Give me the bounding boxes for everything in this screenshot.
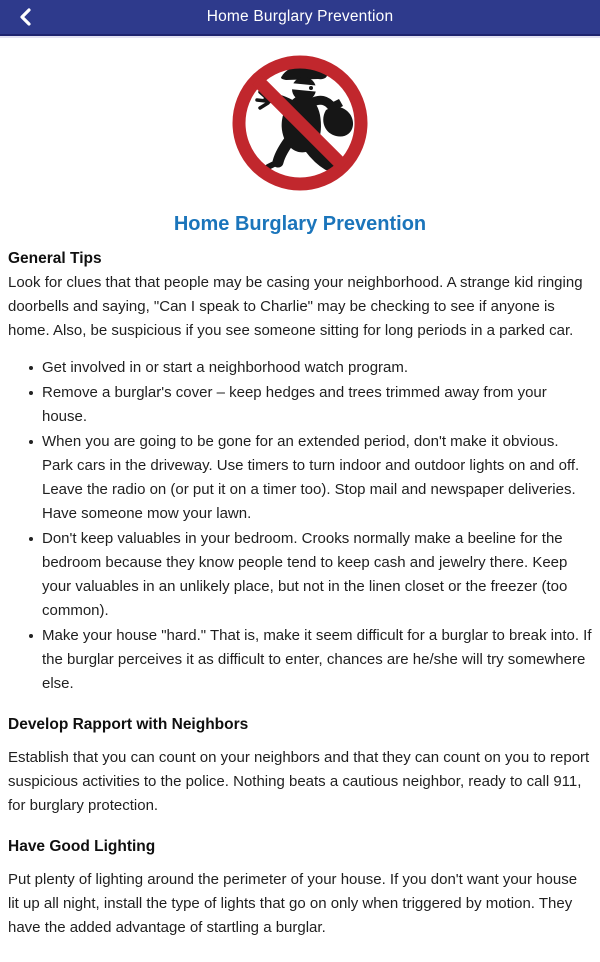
list-item: Don't keep valuables in your bedroom. Crooks normally make a beeline for the bedroom because they know people tend to keep cash and jewelry there. Keep your valuables in an unlikely place, but not in the linen closet or the freezer (too common). xyxy=(42,527,592,623)
top-bar xyxy=(0,0,600,36)
list-item: Get involved in or start a neighborhood watch program. xyxy=(42,356,592,380)
section-heading: Develop Rapport with Neighbors xyxy=(8,716,249,733)
tips-list xyxy=(8,356,592,696)
section-heading: General Tips xyxy=(8,250,102,267)
page-title: Home Burglary Prevention xyxy=(173,213,427,235)
section-heading: Have Good Lighting xyxy=(8,838,156,855)
section-good-lighting xyxy=(8,838,592,940)
paragraph: Establish that you can count on your neighbors and that they can count on you to report suspicious activities to the police. Nothing beats a cautious neighbor, ready to call 911, for burglary protection. xyxy=(8,749,590,814)
hero-image-wrap xyxy=(0,48,600,198)
paragraph: Look for clues that that people may be casing your neighborhood. A strange kid ringing doorbells and saying, "Can I speak to Charlie" may be checking to see if anyone is home. Also, be suspicious if you see someone sitting for long periods in a parked car. xyxy=(8,274,583,339)
section-general-tips xyxy=(8,250,592,696)
chevron-left-icon xyxy=(19,8,31,26)
no-burglar-icon xyxy=(225,48,375,198)
list-item: Make your house "hard." That is, make it seem difficult for a burglar to break into. If the burglar perceives it as difficult to enter, chances are he/she will try somewhere else. xyxy=(42,624,592,696)
article-content xyxy=(0,250,600,962)
list-item: Remove a burglar's cover – keep hedges and trees trimmed away from your house. xyxy=(42,381,592,429)
list-item: When you are going to be gone for an extended period, don't make it obvious. Park cars in the driveway. Use timers to turn indoor and outdoor lights on and off. Leave the radio on (or put it on a timer too). Stop mail and newspaper deliveries. Have someone mow your lawn. xyxy=(42,430,592,526)
back-button[interactable] xyxy=(8,0,42,34)
paragraph: Put plenty of lighting around the perimeter of your house. If you don't want your house lit up all night, install the type of lights that go on only when triggered by motion. They have the added advantage of startling a burglar. xyxy=(8,871,578,936)
section-develop-rapport xyxy=(8,716,592,818)
header-title: Home Burglary Prevention xyxy=(206,8,394,25)
